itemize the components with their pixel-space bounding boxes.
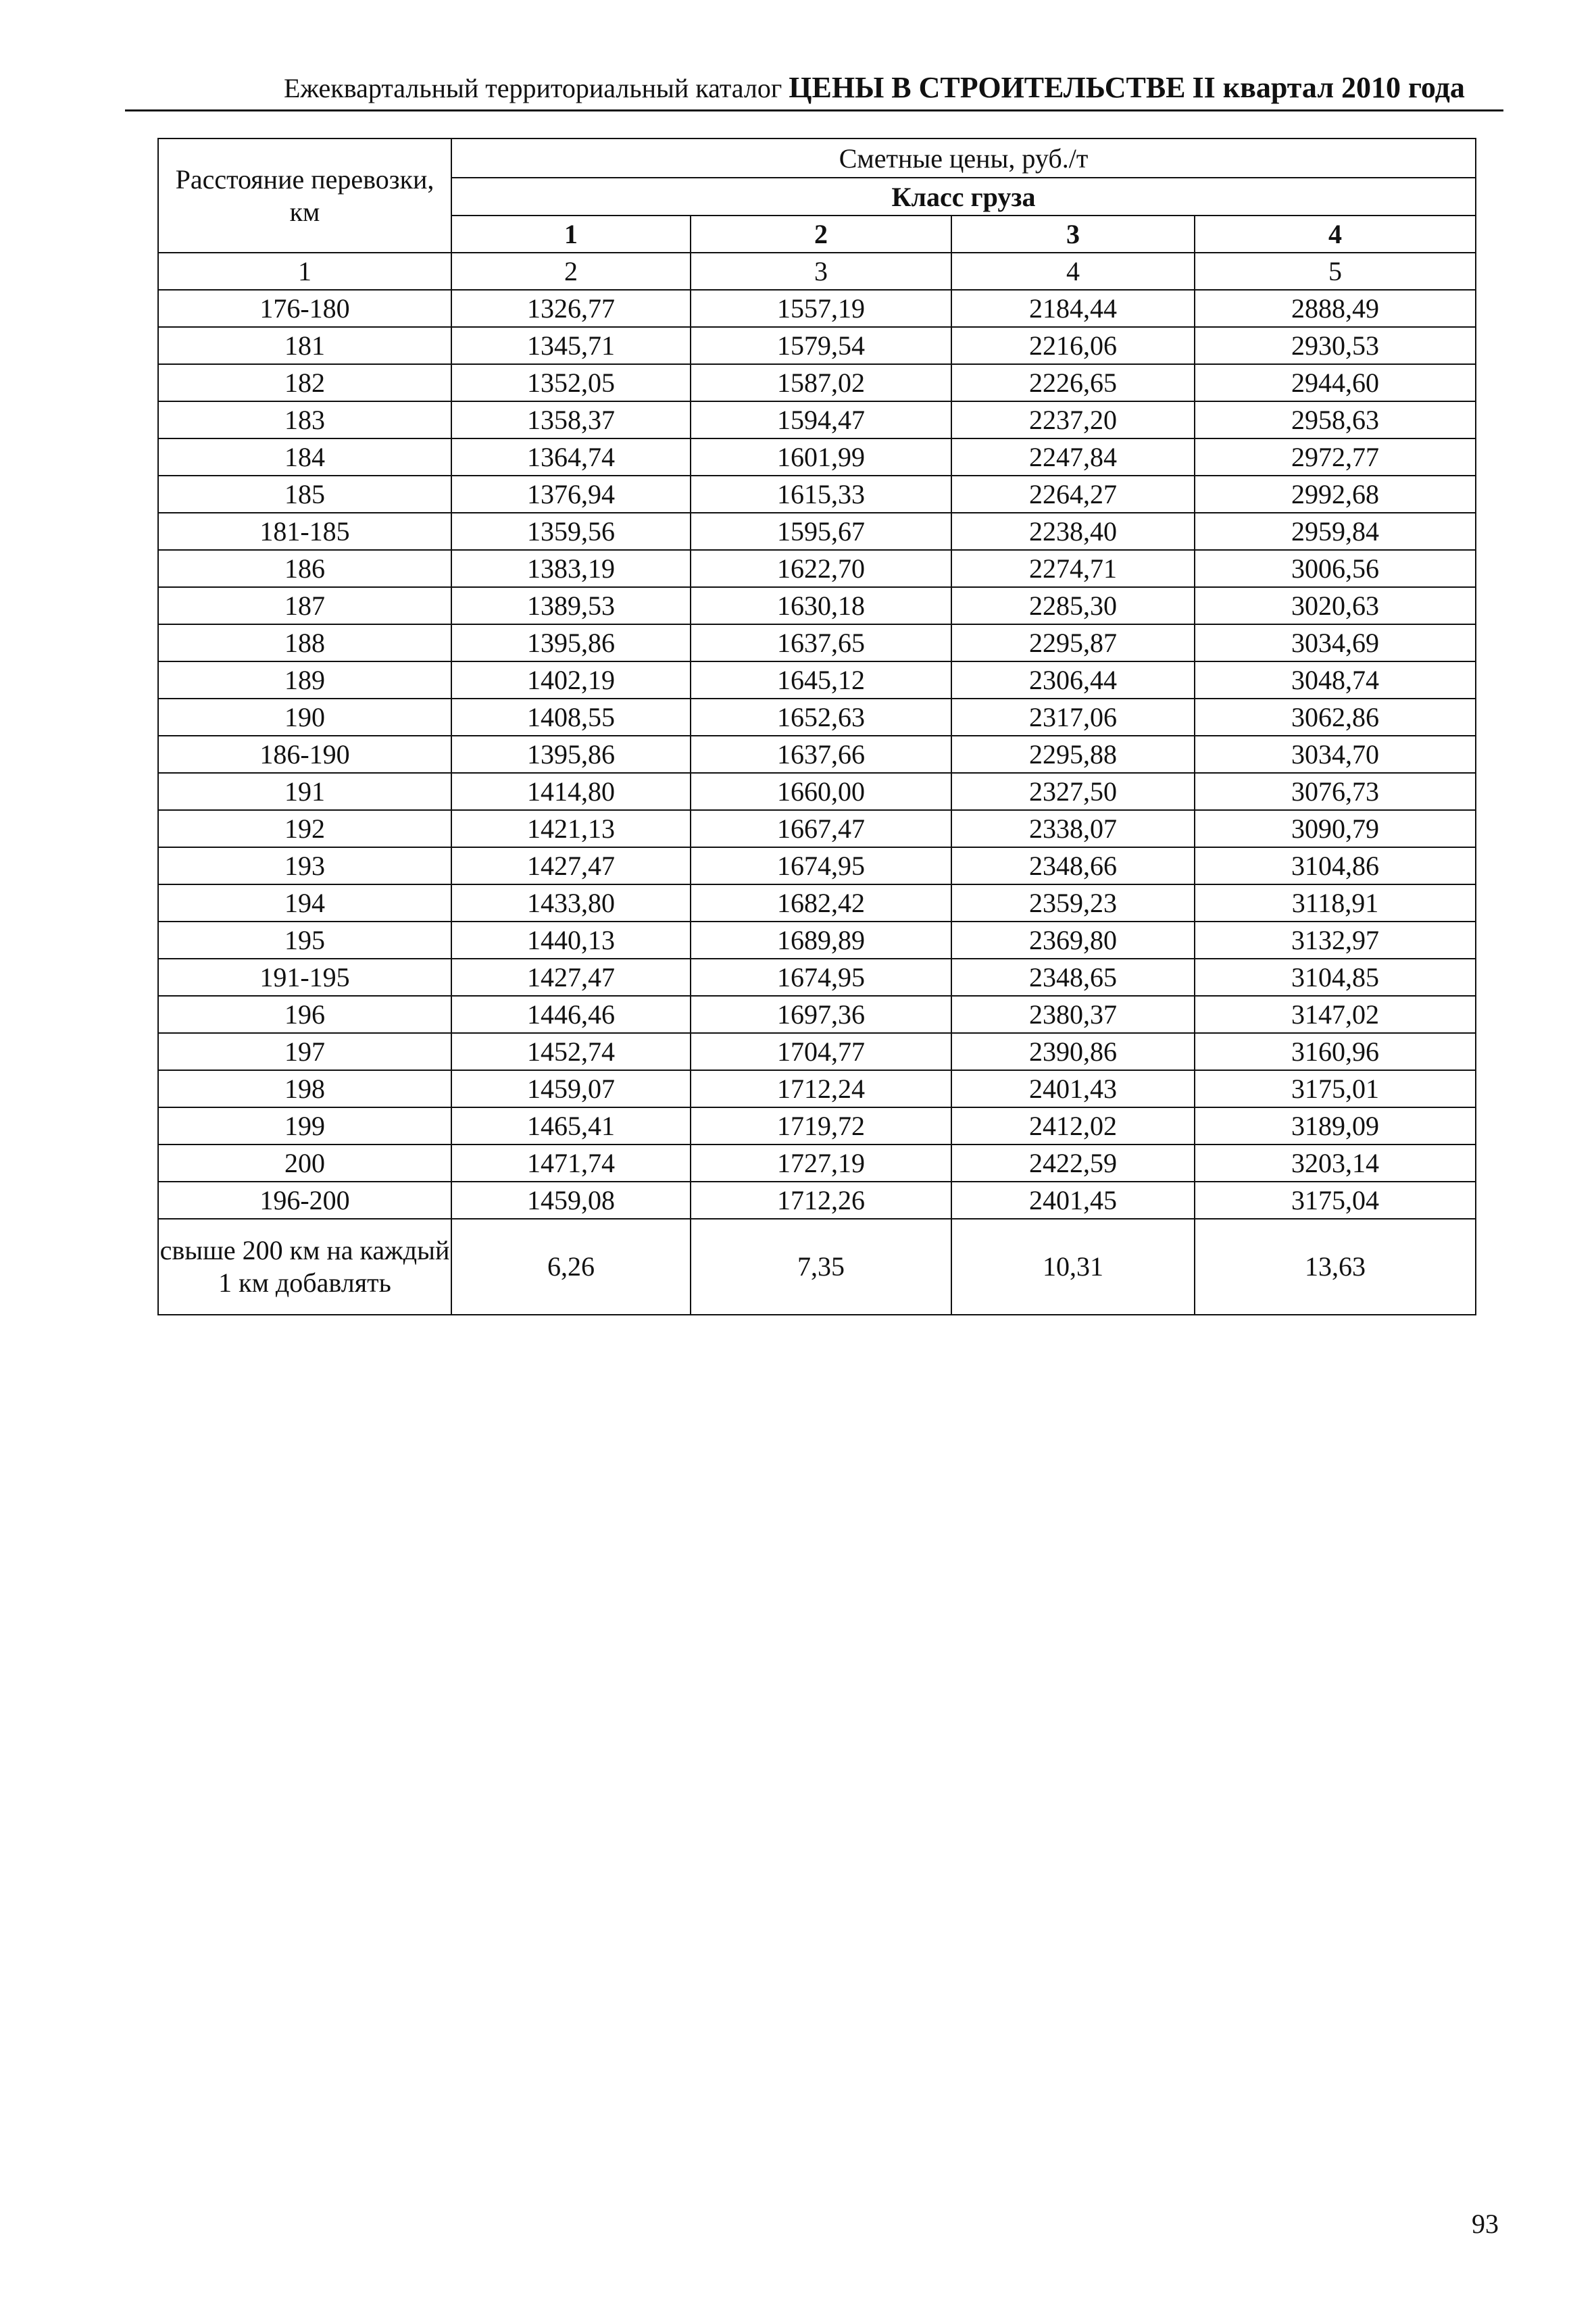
price-cell: 1427,47: [451, 847, 691, 884]
price-cell: 1557,19: [691, 290, 951, 327]
distance-cell: 176-180: [158, 290, 451, 327]
column-number-row: [158, 253, 1476, 290]
table-row: [158, 959, 1476, 996]
class-header: 1: [451, 216, 691, 253]
price-cell: 1712,26: [691, 1182, 951, 1219]
price-cell: 1704,77: [691, 1033, 951, 1070]
header-prefix: Ежеквартальный территориальный каталог: [284, 73, 782, 103]
price-cell: 2184,44: [951, 290, 1195, 327]
distance-cell: 191-195: [158, 959, 451, 996]
price-cell: 1674,95: [691, 959, 951, 996]
table-row: [158, 661, 1476, 699]
price-cell: 1326,77: [451, 290, 691, 327]
distance-cell: 196-200: [158, 1182, 451, 1219]
header-period: II квартал 2010 года: [1192, 71, 1465, 104]
price-cell: 1579,54: [691, 327, 951, 364]
price-cell: 3104,85: [1195, 959, 1476, 996]
table-row: [158, 1033, 1476, 1070]
price-cell: 1358,37: [451, 401, 691, 438]
price-cell: 3189,09: [1195, 1107, 1476, 1145]
page-header: [284, 70, 1500, 105]
price-cell: 1674,95: [691, 847, 951, 884]
price-cell: 1446,46: [451, 996, 691, 1033]
price-cell: 3175,04: [1195, 1182, 1476, 1219]
table-row: [158, 476, 1476, 513]
distance-cell: 194: [158, 884, 451, 922]
price-cell: 2930,53: [1195, 327, 1476, 364]
price-cell: 1440,13: [451, 922, 691, 959]
distance-cell: 186-190: [158, 736, 451, 773]
column-number: 1: [158, 253, 451, 290]
price-cell: 2338,07: [951, 810, 1195, 847]
class-header: 2: [691, 216, 951, 253]
price-cell: 3076,73: [1195, 773, 1476, 810]
price-cell: 1414,80: [451, 773, 691, 810]
column-number: 3: [691, 253, 951, 290]
price-cell: 3132,97: [1195, 922, 1476, 959]
table-row: [158, 550, 1476, 587]
distance-cell: 184: [158, 438, 451, 476]
price-cell: 2422,59: [951, 1145, 1195, 1182]
price-cell: 1427,47: [451, 959, 691, 996]
distance-cell: 198: [158, 1070, 451, 1107]
column-number: 2: [451, 253, 691, 290]
extra-km-label: свыше 200 км на каждый 1 км добавлять: [158, 1219, 451, 1315]
table-row: [158, 401, 1476, 438]
price-cell: 3118,91: [1195, 884, 1476, 922]
price-cell: 1667,47: [691, 810, 951, 847]
table-row: [158, 624, 1476, 661]
price-cell: 2306,44: [951, 661, 1195, 699]
price-cell: 2247,84: [951, 438, 1195, 476]
table-cell: 7,35: [691, 1219, 951, 1315]
distance-cell: 186: [158, 550, 451, 587]
price-cell: 1376,94: [451, 476, 691, 513]
stub-header: Расстояние перевозки, км: [158, 139, 451, 253]
price-cell: 1719,72: [691, 1107, 951, 1145]
price-cell: 3048,74: [1195, 661, 1476, 699]
table-row: [158, 587, 1476, 624]
price-cell: 1689,89: [691, 922, 951, 959]
price-cell: 3034,69: [1195, 624, 1476, 661]
price-cell: 3160,96: [1195, 1033, 1476, 1070]
distance-cell: 199: [158, 1107, 451, 1145]
table-row: [158, 996, 1476, 1033]
price-cell: 2295,88: [951, 736, 1195, 773]
price-cell: 2888,49: [1195, 290, 1476, 327]
price-cell: 2369,80: [951, 922, 1195, 959]
group-header: Сметные цены, руб./т: [451, 139, 1476, 178]
price-cell: 1459,08: [451, 1182, 691, 1219]
price-cell: 2348,66: [951, 847, 1195, 884]
price-cell: 1595,67: [691, 513, 951, 550]
price-cell: 1359,56: [451, 513, 691, 550]
column-number: 5: [1195, 253, 1476, 290]
price-cell: 2348,65: [951, 959, 1195, 996]
table-row: [158, 736, 1476, 773]
price-cell: 2295,87: [951, 624, 1195, 661]
price-cell: 1630,18: [691, 587, 951, 624]
price-cell: 2992,68: [1195, 476, 1476, 513]
price-cell: 1352,05: [451, 364, 691, 401]
price-cell: 3006,56: [1195, 550, 1476, 587]
distance-cell: 181-185: [158, 513, 451, 550]
price-cell: 2327,50: [951, 773, 1195, 810]
price-cell: 1712,24: [691, 1070, 951, 1107]
price-cell: 1389,53: [451, 587, 691, 624]
table-row: [158, 810, 1476, 847]
price-cell: 2972,77: [1195, 438, 1476, 476]
price-cell: 1660,00: [691, 773, 951, 810]
class-header: 4: [1195, 216, 1476, 253]
distance-cell: 195: [158, 922, 451, 959]
table-row: [158, 847, 1476, 884]
header-title: ЦЕНЫ В СТРОИТЕЛЬСТВЕ: [789, 71, 1186, 104]
distance-cell: 187: [158, 587, 451, 624]
price-cell: 1727,19: [691, 1145, 951, 1182]
price-cell: 1697,36: [691, 996, 951, 1033]
table-row: [158, 1182, 1476, 1219]
price-cell: 2959,84: [1195, 513, 1476, 550]
price-cell: 3104,86: [1195, 847, 1476, 884]
price-cell: 2944,60: [1195, 364, 1476, 401]
price-cell: 1465,41: [451, 1107, 691, 1145]
table-row: [158, 922, 1476, 959]
distance-cell: 183: [158, 401, 451, 438]
price-cell: 2412,02: [951, 1107, 1195, 1145]
price-cell: 1652,63: [691, 699, 951, 736]
price-cell: 1637,65: [691, 624, 951, 661]
price-cell: 1364,74: [451, 438, 691, 476]
subgroup-header: Класс груза: [451, 178, 1476, 216]
price-cell: 2285,30: [951, 587, 1195, 624]
table-cell: 6,26: [451, 1219, 691, 1315]
price-cell: 2237,20: [951, 401, 1195, 438]
page-number: 93: [1472, 2209, 1499, 2239]
table-row: [158, 773, 1476, 810]
price-cell: 1594,47: [691, 401, 951, 438]
table-row: [158, 438, 1476, 476]
table-row: [158, 513, 1476, 550]
table-row: [158, 699, 1476, 736]
price-cell: 1402,19: [451, 661, 691, 699]
distance-cell: 189: [158, 661, 451, 699]
price-cell: 3020,63: [1195, 587, 1476, 624]
table-row: [158, 364, 1476, 401]
price-cell: 2238,40: [951, 513, 1195, 550]
distance-cell: 200: [158, 1145, 451, 1182]
table-row: [158, 1145, 1476, 1182]
price-cell: 1395,86: [451, 624, 691, 661]
distance-cell: 185: [158, 476, 451, 513]
table-cell: 13,63: [1195, 1219, 1476, 1315]
distance-cell: 193: [158, 847, 451, 884]
price-cell: 1587,02: [691, 364, 951, 401]
price-cell: 2401,45: [951, 1182, 1195, 1219]
price-cell: 1645,12: [691, 661, 951, 699]
price-cell: 1345,71: [451, 327, 691, 364]
header-rule: [125, 109, 1503, 111]
price-cell: 2359,23: [951, 884, 1195, 922]
table-row: [158, 884, 1476, 922]
distance-cell: 196: [158, 996, 451, 1033]
price-cell: 2264,27: [951, 476, 1195, 513]
class-header: 3: [951, 216, 1195, 253]
price-cell: 2216,06: [951, 327, 1195, 364]
price-cell: 2274,71: [951, 550, 1195, 587]
price-cell: 2390,86: [951, 1033, 1195, 1070]
price-cell: 3175,01: [1195, 1070, 1476, 1107]
price-cell: 3147,02: [1195, 996, 1476, 1033]
table-row: [158, 290, 1476, 327]
price-cell: 1601,99: [691, 438, 951, 476]
distance-cell: 182: [158, 364, 451, 401]
distance-cell: 181: [158, 327, 451, 364]
table-row: [158, 1070, 1476, 1107]
price-cell: 1682,42: [691, 884, 951, 922]
price-cell: 2317,06: [951, 699, 1195, 736]
price-table: [157, 138, 1476, 1315]
price-cell: 1637,66: [691, 736, 951, 773]
price-cell: 1459,07: [451, 1070, 691, 1107]
price-cell: 1471,74: [451, 1145, 691, 1182]
price-cell: 3090,79: [1195, 810, 1476, 847]
table-cell: 10,31: [951, 1219, 1195, 1315]
price-cell: 2380,37: [951, 996, 1195, 1033]
price-cell: 3034,70: [1195, 736, 1476, 773]
price-cell: 3062,86: [1195, 699, 1476, 736]
distance-cell: 197: [158, 1033, 451, 1070]
distance-cell: 190: [158, 699, 451, 736]
price-cell: 1408,55: [451, 699, 691, 736]
price-cell: 2226,65: [951, 364, 1195, 401]
price-cell: 1452,74: [451, 1033, 691, 1070]
table-row: [158, 327, 1476, 364]
price-cell: 2401,43: [951, 1070, 1195, 1107]
table-row-extra-km: [158, 1219, 1476, 1315]
price-cell: 1395,86: [451, 736, 691, 773]
column-number: 4: [951, 253, 1195, 290]
price-cell: 1421,13: [451, 810, 691, 847]
price-cell: 2958,63: [1195, 401, 1476, 438]
distance-cell: 188: [158, 624, 451, 661]
price-cell: 1383,19: [451, 550, 691, 587]
price-cell: 1622,70: [691, 550, 951, 587]
table-body: [158, 290, 1476, 1219]
distance-cell: 192: [158, 810, 451, 847]
table-row: [158, 1107, 1476, 1145]
price-cell: 3203,14: [1195, 1145, 1476, 1182]
price-cell: 1615,33: [691, 476, 951, 513]
price-cell: 1433,80: [451, 884, 691, 922]
distance-cell: 191: [158, 773, 451, 810]
